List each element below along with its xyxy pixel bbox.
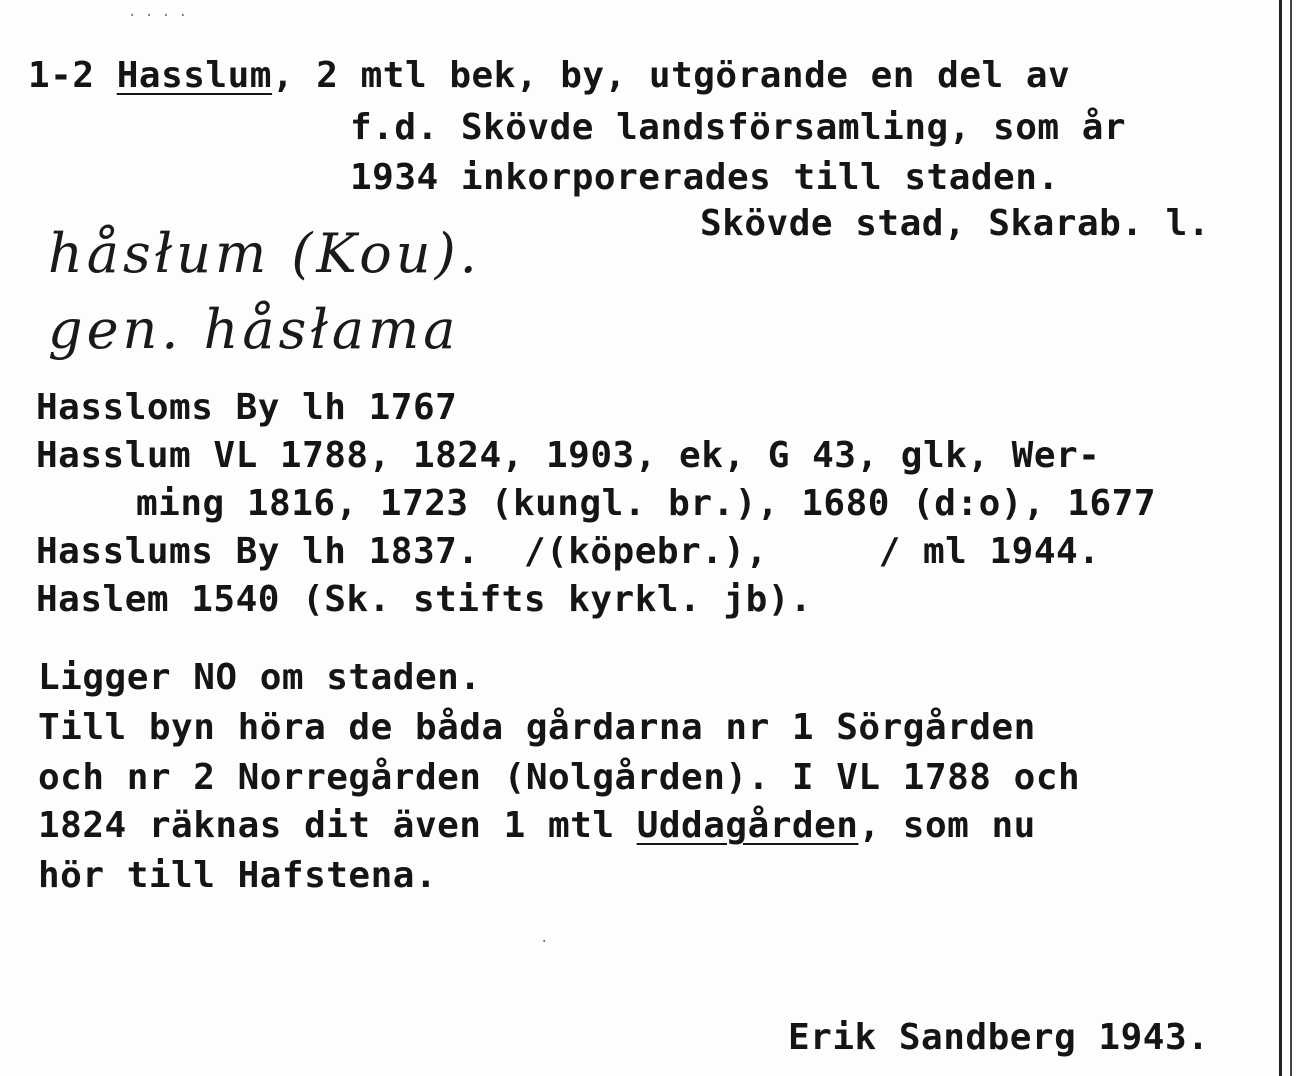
place-name: Hasslum	[116, 55, 272, 96]
entry-number: 1-2	[28, 55, 95, 96]
header-line-3: 1934 inkorporerades till staden.	[350, 157, 1060, 198]
desc-line-5: hör till Hafstena.	[38, 855, 438, 896]
form-line-3: ming 1816, 1723 (kungl. br.), 1680 (d:o), 1677	[136, 483, 1156, 524]
header-line-1	[28, 55, 1071, 96]
desc-line-1: Ligger NO om staden.	[38, 657, 482, 698]
desc-line-4	[38, 805, 1036, 846]
speck: . . . .	[128, 4, 188, 20]
uddagarden-link: Uddagården	[636, 805, 859, 846]
handwritten-pronunciation-2: gen. håsłama	[48, 298, 460, 361]
card-edge-outer	[1290, 0, 1292, 1076]
header-rest: , 2 mtl bek, by, utgörande en del av	[271, 55, 1071, 96]
form-line-1: Hassloms By lh 1767	[36, 387, 458, 428]
header-line-2: f.d. Skövde landsförsamling, som år	[350, 107, 1127, 148]
form-line-5: Haslem 1540 (Sk. stifts kyrkl. jb).	[36, 579, 813, 620]
parish-line: Skövde stad, Skarab. l.	[700, 203, 1210, 244]
card-edge	[1279, 0, 1282, 1076]
form-line-4: Hasslums By lh 1837. /(köpebr.), / ml 1944.	[36, 531, 1101, 572]
desc-line-4-post: , som nu	[858, 805, 1036, 846]
desc-line-4-pre: 1824 räknas dit även 1 mtl	[38, 805, 637, 846]
form-line-2: Hasslum VL 1788, 1824, 1903, ek, G 43, glk, Wer-	[36, 435, 1101, 476]
handwritten-pronunciation-1: håsłum (Kou).	[48, 222, 481, 285]
signature: Erik Sandberg 1943.	[788, 1017, 1210, 1058]
desc-line-3: och nr 2 Norregården (Nolgården). I VL 1788 och	[38, 757, 1081, 798]
desc-line-2: Till byn höra de båda gårdarna nr 1 Sörgården	[38, 707, 1036, 748]
speck: .	[540, 930, 549, 946]
